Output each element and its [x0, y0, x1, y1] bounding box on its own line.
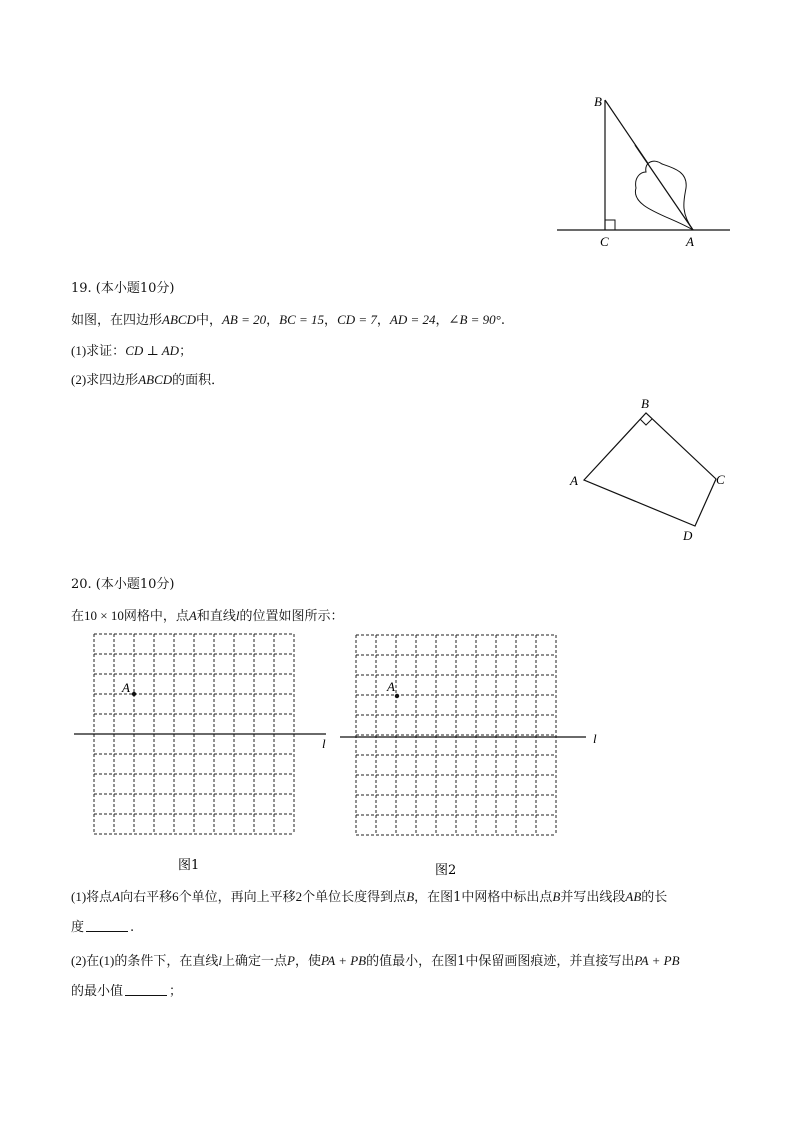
label-c: C — [600, 234, 609, 249]
figure-caption: 图1 — [178, 858, 200, 873]
point-a-label: A — [122, 680, 130, 695]
figure-caption: 图2 — [435, 863, 457, 878]
top-triangle-figure — [550, 88, 740, 258]
answer-blank[interactable] — [125, 983, 167, 996]
grid-figure-1 — [70, 628, 340, 878]
q20-header: 20. (本小题10分) — [71, 577, 175, 592]
label-b: B — [594, 94, 602, 109]
q20-part2-line2: 的最小值 ； — [71, 984, 183, 999]
line-l-label: l — [593, 731, 597, 746]
quadrilateral-figure — [560, 392, 740, 547]
point-a — [395, 694, 399, 698]
label-a: A — [686, 234, 694, 249]
label-a: A — [570, 473, 578, 488]
label-d: D — [683, 528, 693, 543]
grid-figure-2 — [335, 628, 610, 878]
q20-stem: 在10 × 10网格中，点A和直线l的位置如图所示： — [71, 608, 344, 624]
right-angle-mark — [605, 220, 615, 230]
dashed-grid — [356, 635, 556, 835]
quad-abcd — [584, 413, 716, 526]
q19-part2: (2)求四边形ABCD的面积． — [71, 372, 225, 388]
q20-part1-line2: 度 . — [71, 920, 135, 935]
answer-blank[interactable] — [86, 919, 128, 932]
label-b: B — [641, 396, 649, 411]
q20-part2-line1: (2)在(1)的条件下，在直线l上确定一点P，使PA + PB的值最小，在图1中保留画图痕迹，并直接写出PA + PB — [71, 953, 680, 969]
q19-header: 19. (本小题10分) — [71, 281, 175, 296]
right-angle-mark-b — [640, 419, 652, 425]
q19-stem: 如图，在四边形ABCD中，AB = 20，BC = 15，CD = 7，AD = 24，∠B = 90°. — [71, 312, 505, 328]
q19-part1: (1)求证：CD ⊥ AD； — [71, 343, 193, 359]
q20-part1-line1: (1)将点A向右平移6个单位，再向上平移2个单位长度得到点B，在图1中网格中标出点B并写出线段AB的长 — [71, 889, 668, 905]
point-a — [132, 692, 136, 696]
point-a-label: A — [387, 679, 395, 694]
line-l-label: l — [322, 736, 326, 751]
label-c: C — [716, 472, 725, 487]
leaf-shape — [635, 161, 693, 230]
